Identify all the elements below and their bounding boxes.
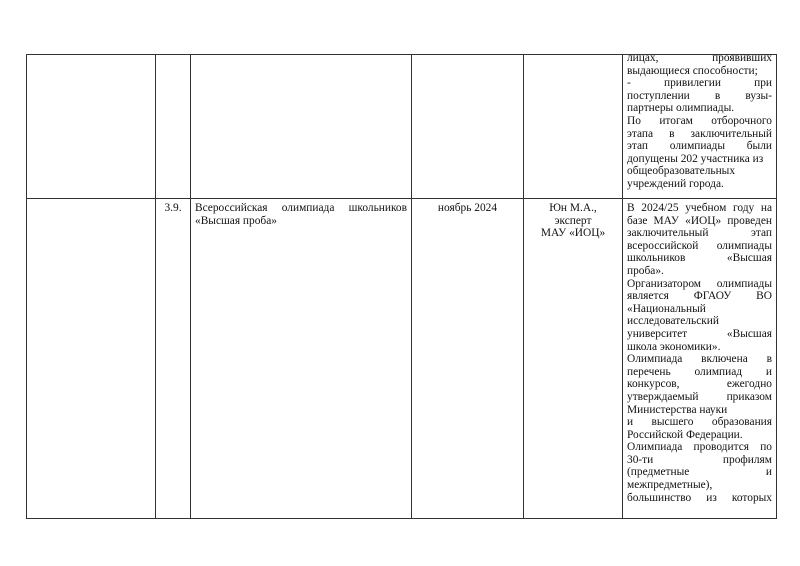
description-line: заключительный этап [627,227,772,240]
description-line: В 2024/25 учебном году на [627,202,772,214]
cell-title [191,199,412,519]
cell-title [191,55,412,199]
event-title: Всероссийская олимпиада школьников «Высшая проба» [195,202,407,227]
cell-description [623,55,777,199]
description-line: - привилегии при [627,77,772,90]
description-line: лицах, проявивших [627,54,772,64]
events-table [26,54,777,519]
cell-date [412,199,524,519]
cell-responsible [524,55,623,199]
description-line: партнеры олимпиады. [627,102,735,115]
description-line: конкурсов, ежегодно [627,378,772,391]
description-line: Олимпиада проводится по [627,441,772,454]
description-line: выдающиеся способности; [627,64,758,77]
description-line: исследовательский [627,315,719,328]
description-line: Министерства науки [627,403,728,416]
description-line: и высшего образования [627,416,772,429]
item-number: 3.9. [164,202,182,214]
description-line: школа экономики». [627,340,721,353]
table-row [27,55,777,199]
description-line: большинство из которых [627,491,772,504]
description-line: По итогам отборочного [627,114,772,127]
cell-responsible [524,199,623,519]
description-line: базе МАУ «ИОЦ» проведен [627,214,772,227]
description-line: поступлении в вузы- [627,89,772,102]
table-row [27,199,777,519]
description-line: допущены 202 участника из [627,152,764,165]
description-line: учреждений города. [627,177,724,190]
cell-col1 [27,199,156,519]
description-line: является ФГАОУ ВО [627,290,772,303]
responsible-role: эксперт [554,214,592,227]
cell-number [156,55,191,199]
cell-col1 [27,55,156,199]
description-line: 30-ти профилям [627,453,772,466]
responsible-org: МАУ «ИОЦ» [540,227,606,240]
description-line: утверждаемый приказом [627,390,772,403]
description-line: проба». [627,264,664,277]
event-date: ноябрь 2024 [437,202,498,214]
description-line: межпредметные), [627,479,713,492]
description-line: Олимпиада включена в [627,353,772,366]
cell-date [412,55,524,199]
description-line: этап олимпиады были [627,140,772,153]
description-line: Российской Федерации. [627,428,743,441]
description-line: этапа в заключительный [627,127,772,140]
description-line: Организатором олимпиады [627,277,772,290]
description-line: «Национальный [627,302,706,315]
cell-number [156,199,191,519]
description-line: (предметные и [627,466,772,479]
cell-description [623,199,777,519]
description-line: школьников «Высшая [627,252,772,265]
description-line: общеобразовательных [627,165,736,178]
description-line: всероссийской олимпиады [627,239,772,252]
responsible-name: Юн М.А., [549,202,597,214]
description-line: перечень олимпиад и [627,365,772,378]
description-line: университет «Высшая [627,327,772,340]
